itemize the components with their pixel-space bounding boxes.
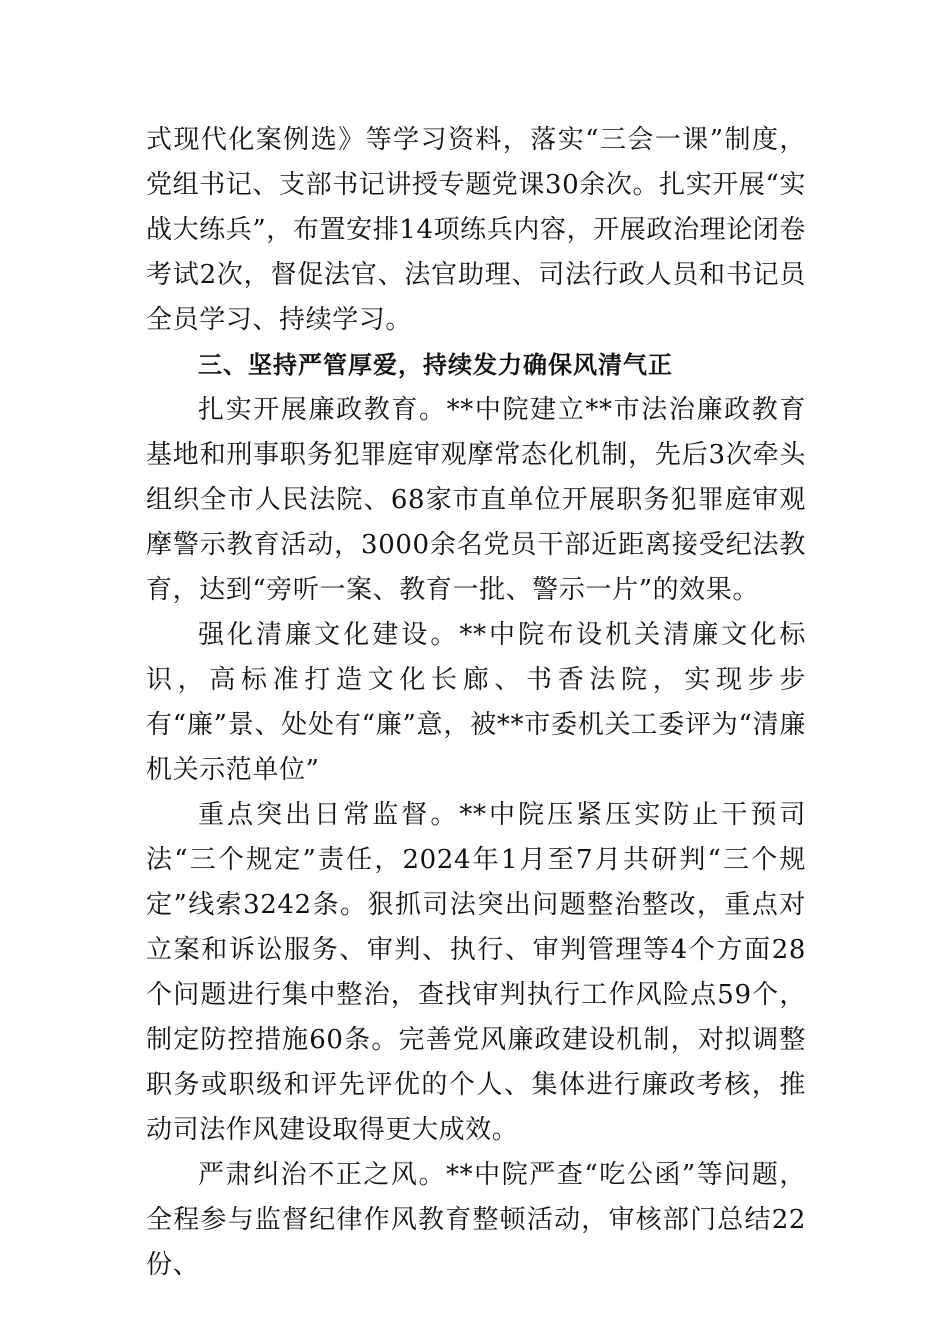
document-page — [146, 118, 806, 1288]
paragraph-correct-malpractice: 严肃纠治不正之风。**中院严查“吃公函”等问题，全程参与监督纪律作风教育整顿活动，审核部门总结22份、 — [146, 1160, 806, 1280]
paragraph-integrity-culture: 强化清廉文化建设。**中院布设机关清廉文化标识，高标准打造文化长廊、书香法院，实现步步有“廉”景、处处有“廉”意，被**市委机关工委评为“清廉机关示范单位” — [146, 620, 806, 785]
paragraph-continuation: 式现代化案例选》等学习资料，落实“三会一课”制度，党组书记、支部书记讲授专题党课30余次。扎实开展“实战大练兵”，布置安排14项练兵内容，开展政治理论闭卷考试2次，督促法官、法官助理、司法行政人员和书记员全员学习、持续学习。 — [146, 125, 806, 335]
paragraph-integrity-education: 扎实开展廉政教育。**中院建立**市法治廉政教育基地和刑事职务犯罪庭审观摩常态化机制，先后3次牵头组织全市人民法院、68家市直单位开展职务犯罪庭审观摩警示教育活动，3000余名党员干部近距离接受纪法教育，达到“旁听一案、教育一批、警示一片”的效果。 — [146, 395, 806, 605]
section-heading-3: 三、坚持严管厚爱，持续发力确保风清气正 — [198, 351, 673, 379]
paragraph-daily-supervision: 重点突出日常监督。**中院压紧压实防止干预司法“三个规定”责任，2024年1月至7月共研判“三个规定”线索3242条。狠抓司法突出问题整治整改，重点对立案和诉讼服务、审判、执行、审判管理等4个方面28个问题进行集中整治，查找审判执行工作风险点59个，制定防控措施60条。完善党风廉政建设机制，对拟调整职务或职级和评先评优的个人、集体进行廉政考核，推动司法作风建设取得更大成效。 — [146, 800, 806, 1145]
